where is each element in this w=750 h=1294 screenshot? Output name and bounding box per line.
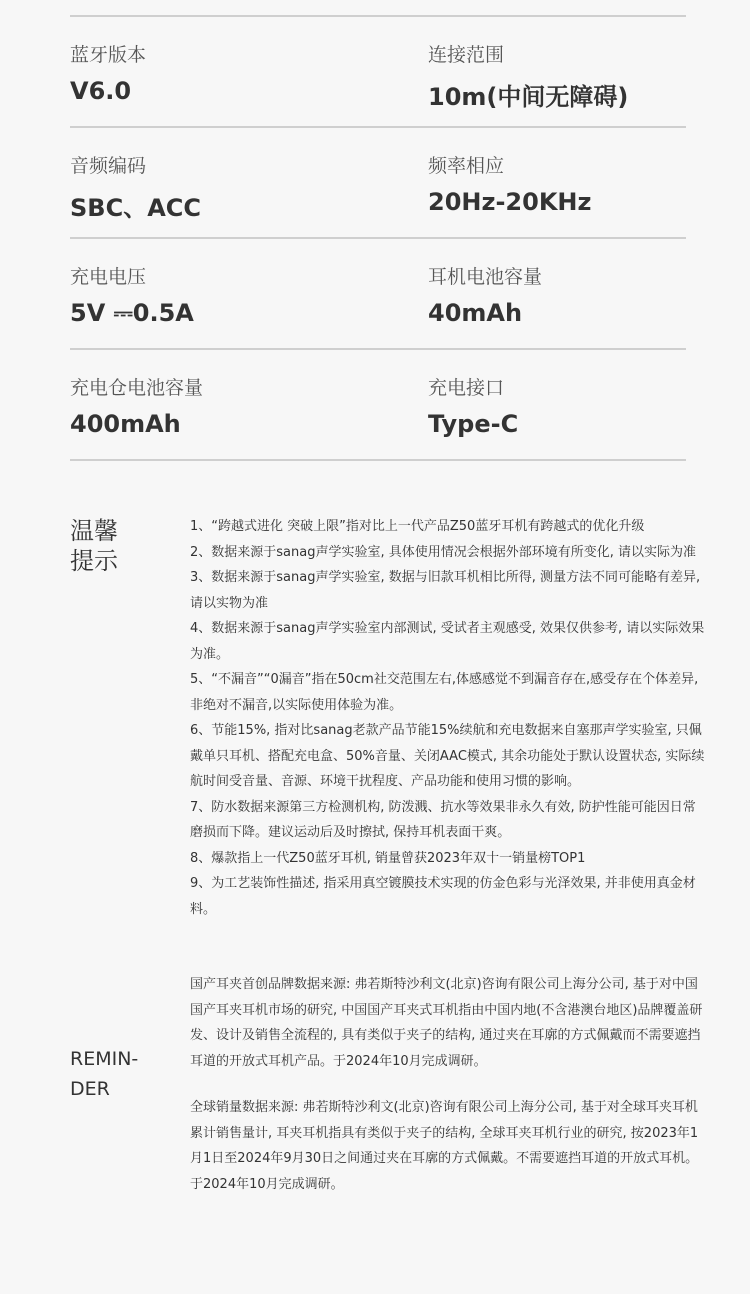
reminder-title-line: 提示 <box>70 547 118 575</box>
spec-row <box>70 17 686 126</box>
note-item: 9、为工艺装饰性描述, 指采用真空镀膜技术实现的仿金色彩与光泽效果, 并非使用真金材料。 <box>190 876 696 917</box>
reminder-title <box>70 516 118 576</box>
reminder-title-line: 温馨 <box>70 517 118 545</box>
spec-value: V6.0 <box>70 77 132 105</box>
spec-value: 400mAh <box>70 410 181 438</box>
spec-value: SBC、ACC <box>70 194 201 222</box>
data-sources <box>190 972 706 1218</box>
spec-label: 连接范围 <box>428 44 505 66</box>
note-item: 7、防水数据来源第三方检测机构, 防泼溅、抗水等效果非永久有效, 防护性能可能因日常磨损而下降。建议运动后及时擦拭, 保持耳机表面干爽。 <box>190 799 696 840</box>
spec-value: 5V ⎓0.5A <box>70 299 194 327</box>
spec-label: 耳机电池容量 <box>428 266 543 288</box>
spec-label: 频率相应 <box>428 155 505 177</box>
spec-row <box>70 239 686 348</box>
source-paragraph: 国产耳夹首创品牌数据来源: 弗若斯特沙利文(北京)咨询有限公司上海分公司, 基于对中国国产耳夹耳机市场的研究, 中国国产耳夹式耳机指由中国内地(不含港澳台地区)品牌覆盖研发、设计及销售全流程的, 具有类似于夹子的结构, 通过夹在耳廓的方式佩戴而不需要遮挡耳道的开放式耳机产品。于2024年10月完成调研。 <box>190 977 703 1069</box>
source-paragraph: 全球销量数据来源: 弗若斯特沙利文(北京)咨询有限公司上海分公司, 基于对全球耳夹耳机累计销售量计, 耳夹耳机指具有类似于夹子的结构, 全球耳夹耳机行业的研究, 按2023年1月1日至2024年9月30日之间通过夹在耳廓的方式佩戴。不需要遮挡耳道的开放式耳机。于2024年10月完成调研。 <box>190 1100 699 1192</box>
reminder-notes <box>190 514 706 922</box>
spec-row <box>70 128 686 237</box>
note-item: 1、“跨越式进化 突破上限”指对比上一代产品Z50蓝牙耳机有跨越式的优化升级 <box>190 519 645 534</box>
spec-value: Type-C <box>428 410 519 438</box>
note-item: 4、数据来源于sanag声学实验室内部测试, 受试者主观感受, 效果仅供参考, 请以实际效果为准。 <box>190 621 705 662</box>
note-item: 3、数据来源于sanag声学实验室, 数据与旧款耳机相比所得, 测量方法不同可能略有差异, 请以实物为准 <box>190 570 701 611</box>
spec-value: 20Hz-20KHz <box>428 188 592 216</box>
note-item: 6、节能15%, 指对比sanag老款产品节能15%续航和充电数据来自塞那声学实验室, 只佩戴单只耳机、搭配充电盒、50%音量、关闭AAC模式, 其余功能处于默认设置状态, 实际续航时间受音量、音源、环境干扰程度、产品功能和使用习惯的影响。 <box>190 723 705 789</box>
spec-label: 充电电压 <box>70 266 147 288</box>
spec-label: 蓝牙版本 <box>70 44 147 66</box>
spec-value: 10m(中间无障碍) <box>428 83 629 111</box>
divider <box>70 459 686 461</box>
reminder-en-line: DER <box>70 1078 110 1100</box>
note-item: 8、爆款指上一代Z50蓝牙耳机, 销量曾获2023年双十一销量榜TOP1 <box>190 850 586 866</box>
reminder-title-english <box>70 1044 138 1104</box>
spec-table <box>70 0 686 461</box>
note-item: 5、“不漏音”“0漏音”指在50cm社交范围左右,体感感觉不到漏音存在,感受存在个体差异,非绝对不漏音,以实际使用体验为准。 <box>190 672 699 713</box>
spec-label: 充电仓电池容量 <box>70 377 204 399</box>
spec-value: 40mAh <box>428 299 523 327</box>
spec-label: 音频编码 <box>70 155 147 177</box>
note-item: 2、数据来源于sanag声学实验室, 具体使用情况会根据外部环境有所变化, 请以实际为准 <box>190 544 696 560</box>
reminder-en-line: REMIN- <box>70 1048 139 1070</box>
spec-row <box>70 350 686 459</box>
spec-label: 充电接口 <box>428 377 505 399</box>
